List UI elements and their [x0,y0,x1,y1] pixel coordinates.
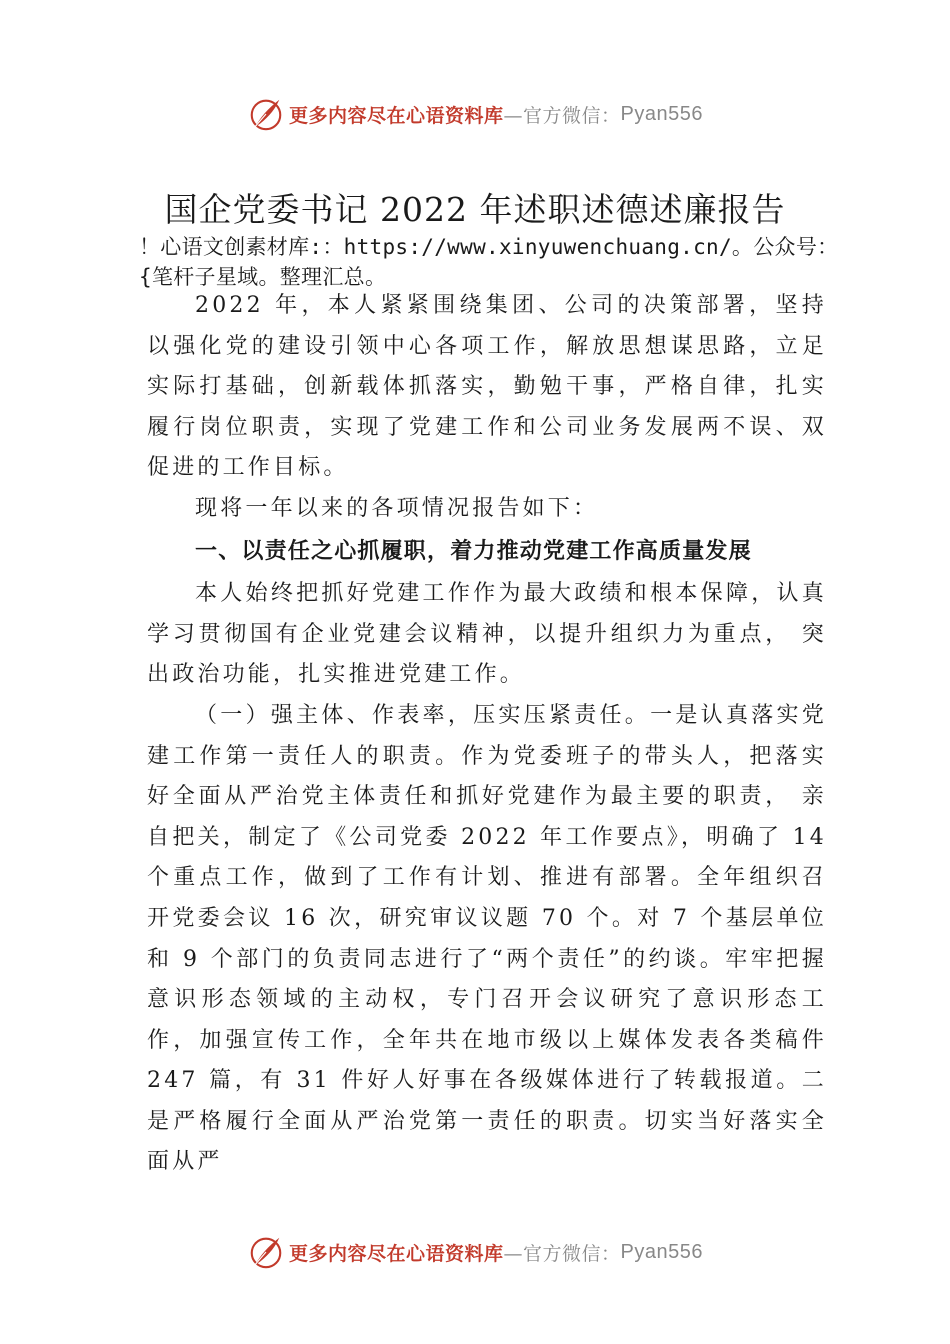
banner-wechat-label: —官方微信： [503,104,621,127]
quill-logo-icon [247,95,285,133]
source-note: ！心语文创素材库:：https://www.xinyuwenchuang.cn/。公众号：{笔杆子星域。整理汇总。 [139,235,839,289]
footer-banner [0,1232,950,1272]
document-title: 国企党委书记 2022 年述职述德述廉报告 [164,190,786,229]
banner-site-name: 更多内容尽在心语资料库 [289,1242,504,1265]
paragraph-subsection-1: （一）强主体、作表率，压实压紧责任。一是认真落实党建工作第一责任人的职责。作为党委班子的带头人，把落实好全面从严治党主体责任和抓好党建作为最主要的职责， 亲自把关，制定了《公司党委 2022 年工作要点》，明确了 14 个重点工作，做到了工作有计划、推进有部署。全年组织召开党委会议 16 次，研究审议议题 70 个。对 7 个基层单位和 9 个部门的负责同志进行了“两个责任”的约谈。牢牢把握意识形态领域的主动权，专门召开会议研究了意识形态工作，加强宣传工作，全年共在地市级以上媒体发表各类稿件 247 篇，有 31 件好人好事在各级媒体进行了转载报道。二是严格履行全面从严治党第一责任的职责。切实当好落实全面从严 [147,702,827,1175]
banner-wechat-id: Pyan556 [620,1240,703,1263]
banner-site-name: 更多内容尽在心语资料库 [289,104,504,127]
section-heading: 一、以责任之心抓履职，着力推动党建工作高质量发展 [195,538,752,564]
quill-logo-icon [247,1233,285,1271]
paragraph-intro: 2022 年，本人紧紧围绕集团、公司的决策部署，坚持以强化党的建设引领中心各项工作，解放思想谋思路，立足实际打基础，创新载体抓落实，勤勉干事，严格自律，扎实履行岗位职责，实现了党建工作和公司业务发展两不误、双促进的工作目标。 [147,293,827,481]
banner-wechat-label: —官方微信： [503,1242,621,1265]
paragraph-section-intro: 本人始终把抓好党建工作作为最大政绩和根本保障，认真学习贯彻国有企业党建会议精神，以提升组织力为重点， 突出政治功能，扎实推进党建工作。 [147,581,827,688]
header-banner [0,94,950,134]
banner-wechat-id: Pyan556 [620,102,703,125]
document-body [147,286,827,1183]
paragraph-report-lead: 现将一年以来的各项情况报告如下： [195,495,599,521]
